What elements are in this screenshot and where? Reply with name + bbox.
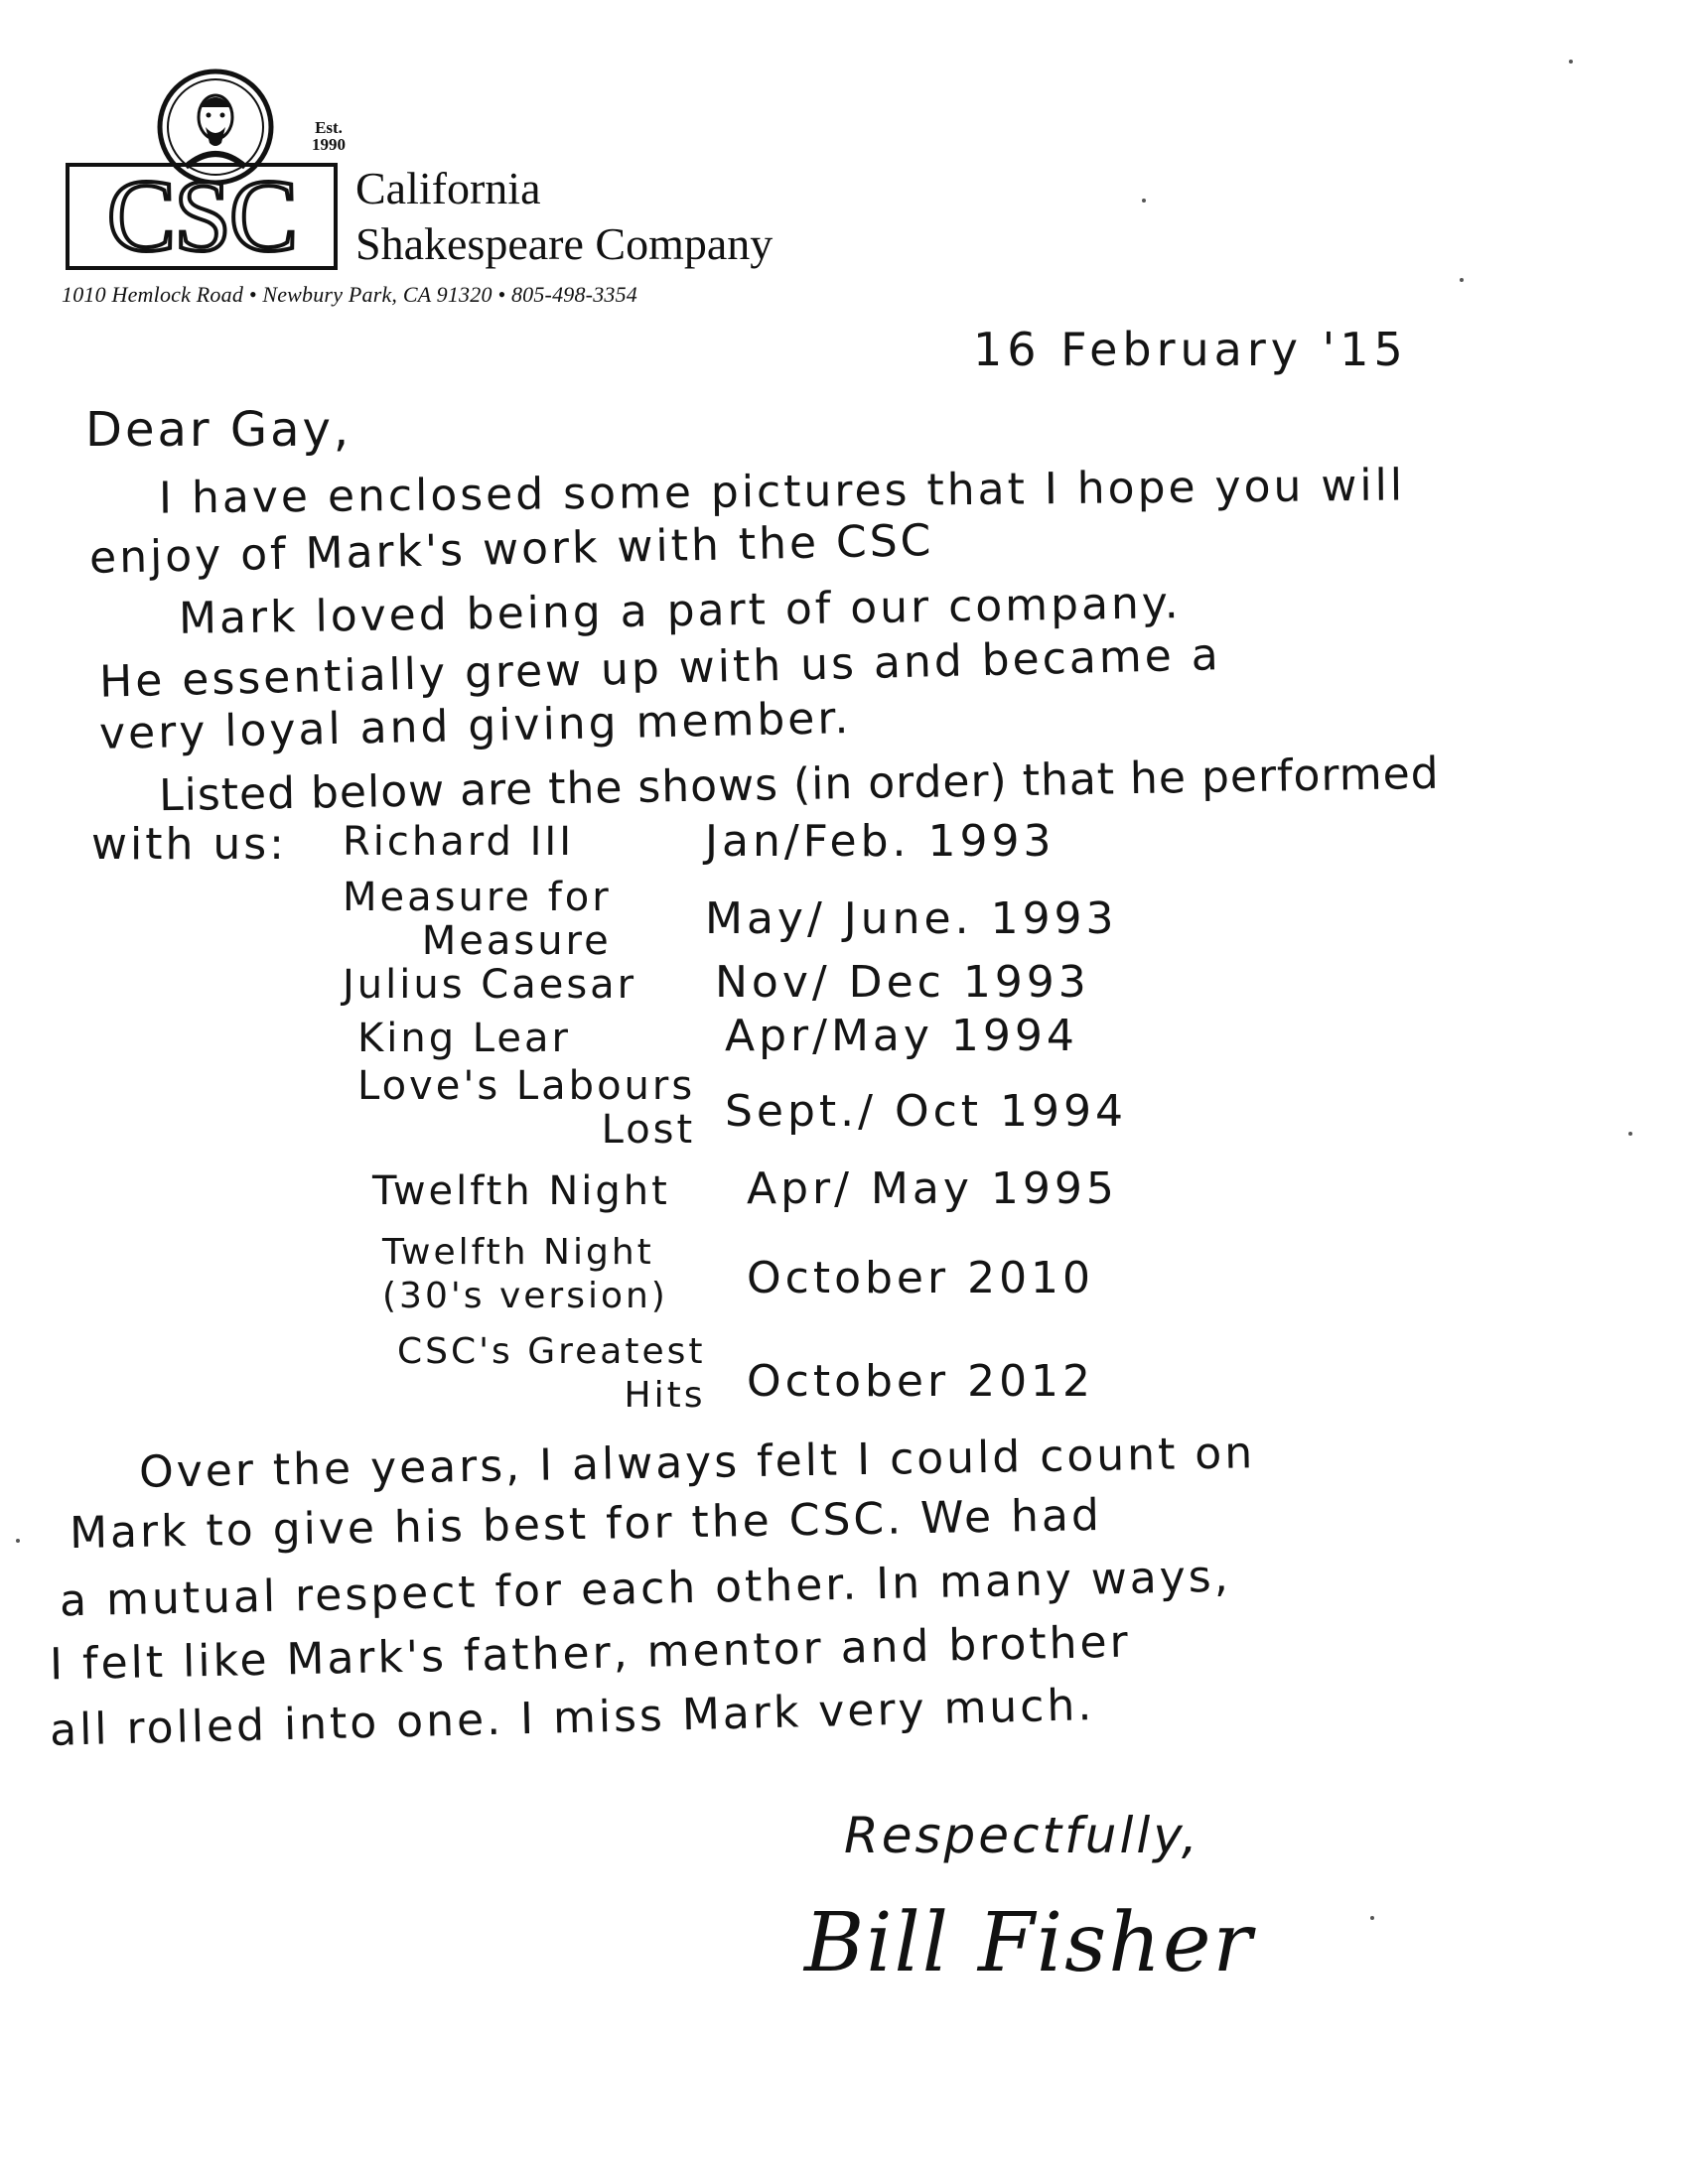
show-title — [343, 820, 574, 864]
letter-date: 16 February '15 — [973, 323, 1408, 376]
show-title-line: Twelfth Night — [372, 1168, 670, 1214]
show-title-line: Lost — [601, 1107, 696, 1153]
scan-speck — [1569, 60, 1573, 64]
letterhead — [62, 58, 856, 326]
company-name — [355, 161, 773, 272]
show-title-line: Twelfth Night — [382, 1232, 654, 1273]
scan-speck — [1628, 1132, 1632, 1136]
show-title — [357, 1017, 571, 1060]
show-dates: May/ June. 1993 — [705, 893, 1118, 944]
company-address: 1010 Hemlock Road • Newbury Park, CA 91320 • 805-498-3354 — [62, 282, 637, 307]
scan-speck — [1142, 199, 1146, 203]
show-title — [343, 963, 636, 1007]
signature: Bill Fisher — [804, 1896, 1254, 1990]
show-title — [397, 1330, 705, 1418]
show-title-line: Love's Labours — [357, 1063, 696, 1109]
show-title-line: Richard III — [343, 819, 574, 865]
show-title-line: Measure — [421, 918, 612, 964]
show-title — [357, 1064, 695, 1152]
body-line: very loyal and giving member. — [98, 693, 852, 759]
show-title-line: Julius Caesar — [343, 962, 637, 1008]
show-title-line: (30's version) — [382, 1276, 668, 1316]
est-label: Est. — [315, 118, 343, 137]
show-title-line: CSC's Greatest — [397, 1331, 706, 1372]
show-title — [343, 876, 612, 963]
body-line: enjoy of Mark's work with the CSC — [88, 515, 934, 584]
sign-off: Respectfully, — [844, 1807, 1200, 1864]
show-title-line: Hits — [624, 1375, 706, 1416]
show-dates: October 2012 — [747, 1356, 1095, 1407]
show-title — [372, 1169, 670, 1213]
show-dates: Sept./ Oct 1994 — [725, 1086, 1128, 1137]
body-line: with us: — [91, 819, 287, 870]
csc-logo — [66, 163, 338, 270]
company-name-line-1: California — [355, 163, 541, 213]
body-line: Mark loved being a part of our company. — [178, 578, 1182, 644]
scan-speck — [1370, 1916, 1374, 1920]
show-dates: Apr/ May 1995 — [747, 1163, 1118, 1214]
body-line: Listed below are the shows (in order) that he performed — [158, 748, 1441, 822]
scan-speck — [1460, 278, 1464, 282]
closing-line: Mark to give his best for the CSC. We had — [69, 1489, 1103, 1560]
logo-text: CSC — [106, 167, 297, 266]
body-line: I have enclosed some pictures that I hope you will — [158, 460, 1406, 524]
show-dates: October 2010 — [747, 1253, 1095, 1303]
show-title-line: Measure for — [343, 875, 612, 920]
est-year: 1990 — [312, 135, 346, 154]
closing-line: Over the years, I always felt I could count on — [138, 1428, 1256, 1498]
show-dates: Nov/ Dec 1993 — [715, 957, 1090, 1008]
show-dates: Jan/Feb. 1993 — [705, 816, 1055, 867]
scan-speck — [16, 1539, 20, 1543]
closing-line: I felt like Mark's father, mentor and brother — [49, 1616, 1132, 1691]
closing-line: all rolled into one. I miss Mark very much. — [49, 1680, 1095, 1756]
closing-line: a mutual respect for each other. In many ways, — [59, 1551, 1232, 1627]
show-dates: Apr/May 1994 — [725, 1011, 1078, 1061]
greeting: Dear Gay, — [85, 402, 352, 458]
body-line: He essentially grew up with us and became a — [98, 629, 1222, 708]
show-title-line: King Lear — [357, 1016, 571, 1061]
show-title — [382, 1231, 668, 1318]
established-note — [312, 119, 346, 153]
csc-logo-mark — [70, 167, 334, 266]
company-name-line-2: Shakespeare Company — [355, 218, 774, 269]
